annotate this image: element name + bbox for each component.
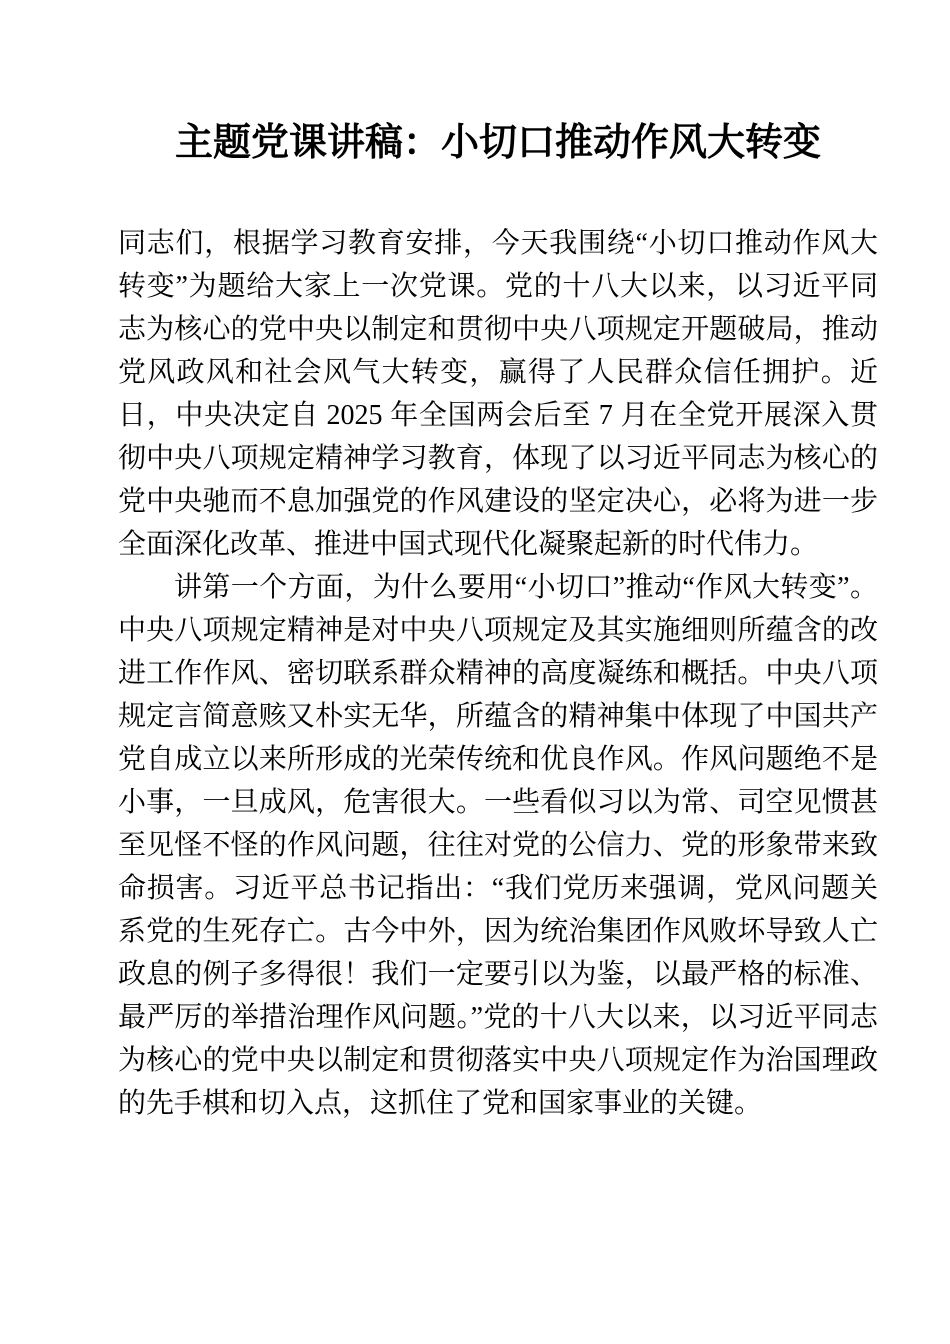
paragraph-intro: 同志们，根据学习教育安排，今天我围绕“小切口推动作风大转变”为题给大家上一次党课。党的十八大以来，以习近平同志为核心的党中央以制定和贯彻中央八项规定开题破局，推动党风政风和社会风气大转变，赢得了人民群众信任拥护。近日，中央决定自 2025 年全国两会后至 7 月在全党开展深入贯彻中央八项规定精神学习教育，体现了以习近平同志为核心的党中央驰而不息加强党的作风建设的坚定决心，必将为进一步全面深化改革、推进中国式现代化凝聚起新的时代伟力。	[118, 228, 878, 560]
paragraph-section-one: 讲第一个方面，为什么要用“小切口”推动“作风大转变”。中央八项规定精神是对中央八项规定及其实施细则所蕴含的改进工作作风、密切联系群众精神的高度凝练和概括。中央八项规定言简意赅又朴实无华，所蕴含的精神集中体现了中国共产党自成立以来所形成的光荣传统和优良作风。作风问题绝不是小事，一旦成风，危害很大。一些看似习以为常、司空见惯甚至见怪不怪的作风问题，往往对党的公信力、党的形象带来致命损害。习近平总书记指出：“我们党历来强调，党风问题关系党的生死存亡。古今中外，因为统治集团作风败坏导致人亡政息的例子多得很！我们一定要引以为鉴，以最严格的标准、最严厉的举措治理作风问题。”党的十八大以来，以习近平同志为核心的党中央以制定和贯彻落实中央八项规定作为治国理政的先手棋和切入点，这抓住了党和国家事业的关键。	[118, 572, 878, 1119]
document-title: 主题党课讲稿：小切口推动作风大转变	[174, 122, 821, 164]
